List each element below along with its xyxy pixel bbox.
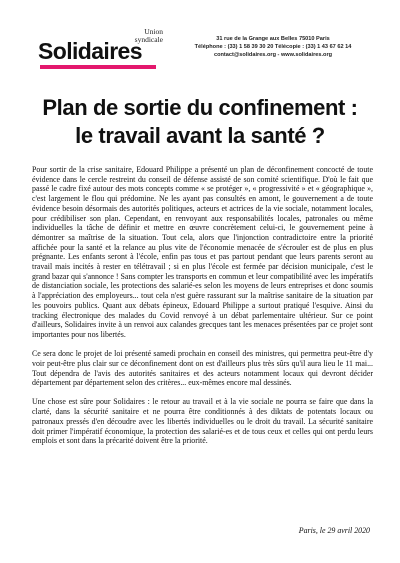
solidaires-logo: [38, 27, 163, 70]
body-paragraph: Pour sortir de la crise sanitaire, Edouard Philippe a présenté un plan de déconfinement concocté de toute évidence dans le cercle restreint du conseil de défense assisté de son comité scientifique. D'où le fait que passé le cadre fixé autour des mots concepts comme « se protéger », « progressivité » et « géographique », c'est largement le flou qui prédomine. Ne les ayant pas consultés en amont, le gouvernement a de toute évidence besoin désormais des autorités politiques, acteurs et actrices de la vie sociale, notamment locales, pour crédibiliser son plan. Cependant, en renvoyant aux responsabilités locales, patronales ou même individuelles la tâche de définir et mettre en œuvre concrètement celui-ci, le gouvernement peine à démontrer sa maîtrise de la situation. Tout cela, alors que l'injonction contradictoire entre la priorité affichée pour la santé et la relance au plus vite de l'économie menacée de s'écrouler est de plus en plus prégnante. Les enfants seront à l'école, enfin pas tous et pas partout pendant que leurs parents seront au travail mais incités à rester en télétravail ; si en plus l'école est fermée par décision municipale, c'est le grand bazar qui s'annonce ! Sans compter les transports en commun et leur compatibilité avec les impératifs de distanciation sociale, les protections des salarié-es selon les moyens de leurs entreprises et donc soumis à l'appréciation des employeurs... tout cela n'est guère rassurant sur la maîtrise sanitaire de la situation par les pouvoirs publics. Quant aux débats épineux, Edouard Philippe a surtout pratiqué l'esquive. Ainsi du tracking électronique des malades du Covid renvoyé à un débat parlementaire ultérieur. Sur ce point d'ailleurs, Solidaires invite à un renvoi aux calandes grecques tant les menaces présentées par ce projet sont importantes pour nos libertés.: [32, 165, 373, 339]
body-paragraph: Ce sera donc le projet de loi présenté samedi prochain en conseil des ministres, qui permettra peut-être d'y voir peut-être plus clair sur ce déconfinement dont on est d'ailleurs plus très sûrs qu'il aura lieu le 11 mai... Tout dépendra de l'avis des autorités sanitaires et des acteurs notamment locaux qui devront décider département par département selon des critères... eux-mêmes encore mal dessinés.: [32, 349, 373, 388]
body-paragraph: Une chose est sûre pour Solidaires : le retour au travail et à la vie sociale ne pourra se faire que dans la clarté, dans la sécurité sanitaire et ne pourra être conditionnés à des diktats de potentats locaux ou patronaux pressés d'en découdre avec les libertés individuelles ou le droit du travail. La sécurité sanitaire doit primer l'impératif économique, la protection des salarié-es et de tous ceux et celles qui ont perdu leurs emplois et sont dans la précarité doivent être la priorité.: [32, 397, 373, 446]
logo-small-line1: Union: [144, 27, 163, 36]
document-title: [0, 94, 400, 150]
contact-block: [178, 35, 368, 59]
document-body: [32, 165, 373, 446]
title-line-2: le travail avant la santé ?: [75, 123, 325, 148]
logo-wordmark: Solidaires: [38, 38, 142, 64]
contact-web: contact@solidaires.org - www.solidaires.org: [213, 52, 333, 58]
contact-phone: Téléphone : (33) 1 58 39 30 20 Télécopie : (33) 1 43 67 62 14: [194, 44, 352, 50]
title-line-1: Plan de sortie du confinement :: [42, 95, 358, 120]
date-signature: Paris, le 29 avril 2020: [298, 526, 370, 535]
logo-accent-bar: [40, 65, 156, 69]
logo-small-line2: syndicale: [134, 35, 163, 44]
letterhead: [0, 0, 400, 82]
contact-address: 31 rue de la Grange aux Belles 75010 Paris: [216, 36, 330, 42]
